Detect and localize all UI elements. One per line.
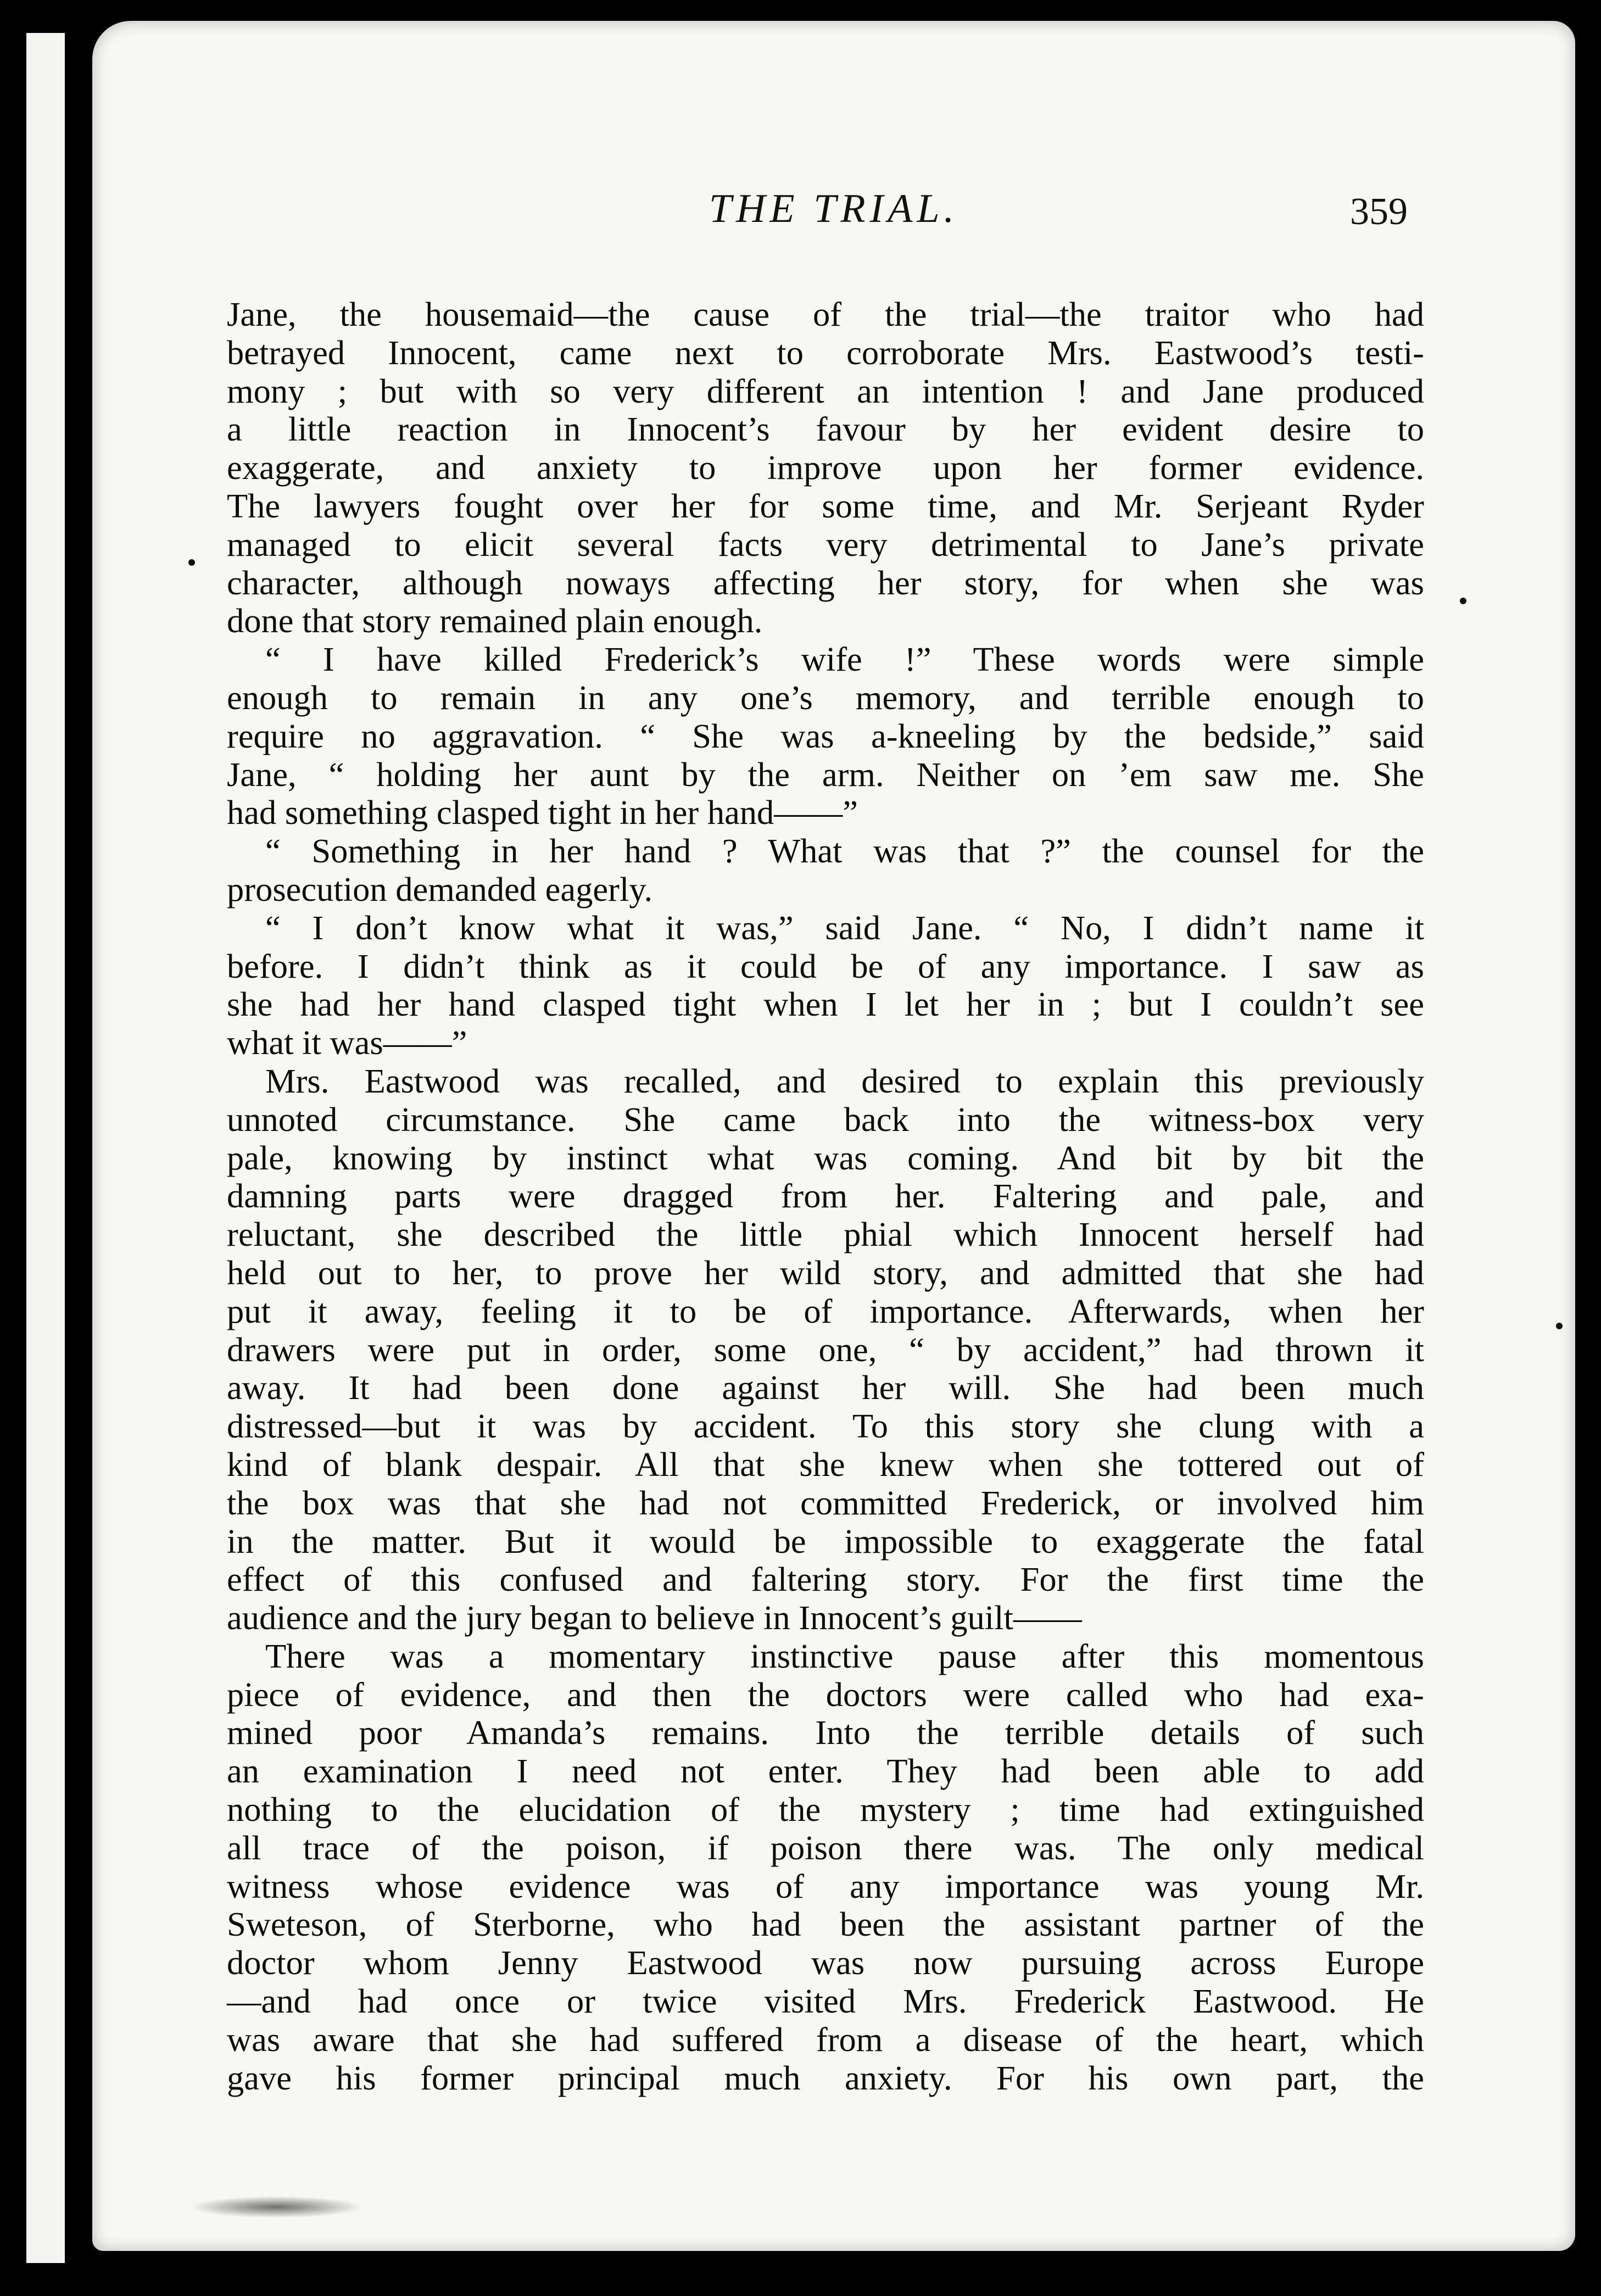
text-line: she had her hand clasped tight when I let her in ; but I couldn’t see xyxy=(227,985,1424,1024)
text-line: all trace of the poison, if poison there was. The only medical xyxy=(227,1828,1424,1867)
text-line: away. It had been done against her will. She had been much xyxy=(227,1368,1424,1407)
text-line: “ Something in her hand ? What was that ?” the counsel for the xyxy=(265,832,1424,871)
paragraph-2 xyxy=(227,640,1424,832)
text-line: pale, knowing by instinct what was coming. And bit by bit the xyxy=(227,1138,1424,1177)
text-line: character, although noways affecting her story, for when she was xyxy=(227,563,1424,602)
paragraph-5 xyxy=(227,1062,1424,1637)
page-number: 359 xyxy=(1350,191,1408,233)
text-line: unnoted circumstance. She came back into the witness-box very xyxy=(227,1100,1424,1139)
text-line: managed to elicit several facts very detrimental to Jane’s private xyxy=(227,525,1424,564)
margin-speck xyxy=(188,559,195,566)
body-text xyxy=(227,296,1424,2097)
running-title: THE TRIAL. xyxy=(709,186,959,231)
text-line: what it was——” xyxy=(227,1023,467,1062)
paragraph-4 xyxy=(227,909,1424,1062)
paragraph-1 xyxy=(227,296,1424,640)
paragraph-3 xyxy=(227,832,1424,909)
text-line: “ I have killed Frederick’s wife !” These words were simple xyxy=(265,640,1424,679)
page-header xyxy=(92,186,1575,257)
text-line: betrayed Innocent, came next to corroborate Mrs. Eastwood’s testi- xyxy=(227,333,1424,372)
text-line: reluctant, she described the little phial which Innocent herself had xyxy=(227,1215,1424,1254)
text-line: enough to remain in any one’s memory, and terrible enough to xyxy=(227,678,1424,717)
margin-speck xyxy=(1460,598,1466,604)
text-line: prosecution demanded eagerly. xyxy=(227,870,653,909)
text-line: a little reaction in Innocent’s favour by her evident desire to xyxy=(227,410,1424,449)
text-line: doctor whom Jenny Eastwood was now pursuing across Europe xyxy=(227,1943,1424,1982)
text-line: The lawyers fought over her for some time, and Mr. Serjeant Ryder xyxy=(227,486,1424,525)
text-line: effect of this confused and faltering story. For the first time the xyxy=(227,1560,1424,1599)
text-line: There was a momentary instinctive pause after this momentous xyxy=(265,1636,1424,1675)
text-line: held out to her, to prove her wild story, and admitted that she had xyxy=(227,1253,1424,1292)
text-line: damning parts were dragged from her. Faltering and pale, and xyxy=(227,1177,1424,1216)
text-line: “ I don’t know what it was,” said Jane. “ No, I didn’t name it xyxy=(265,908,1424,947)
text-line: —and had once or twice visited Mrs. Frederick Eastwood. He xyxy=(227,1982,1424,2021)
text-line: Mrs. Eastwood was recalled, and desired to explain this previously xyxy=(265,1061,1424,1100)
ink-smudge xyxy=(188,2196,364,2218)
text-line: done that story remained plain enough. xyxy=(227,601,763,640)
text-line: gave his former principal much anxiety. For his own part, the xyxy=(227,2058,1424,2097)
facing-page-edge xyxy=(26,33,65,2263)
text-line: piece of evidence, and then the doctors were called who had exa- xyxy=(227,1675,1424,1714)
text-line: kind of blank despair. All that she knew when she tottered out of xyxy=(227,1445,1424,1484)
text-line: exaggerate, and anxiety to improve upon her former evidence. xyxy=(227,448,1424,487)
margin-speck xyxy=(1556,1323,1563,1329)
text-line: mined poor Amanda’s remains. Into the terrible details of such xyxy=(227,1713,1424,1752)
text-line: nothing to the elucidation of the mystery ; time had extinguished xyxy=(227,1790,1424,1829)
text-line: was aware that she had suffered from a disease of the heart, which xyxy=(227,2020,1424,2059)
text-line: Sweteson, of Sterborne, who had been the assistant partner of the xyxy=(227,1905,1424,1944)
text-line: an examination I need not enter. They had been able to add xyxy=(227,1752,1424,1791)
text-line: distressed—but it was by accident. To this story she clung with a xyxy=(227,1407,1424,1446)
book-page xyxy=(92,21,1575,2251)
text-line: before. I didn’t think as it could be of any importance. I saw as xyxy=(227,946,1424,985)
text-line: drawers were put in order, some one, “ by accident,” had thrown it xyxy=(227,1330,1424,1369)
text-line: had something clasped tight in her hand——” xyxy=(227,793,858,832)
text-line: the box was that she had not committed Frederick, or involved him xyxy=(227,1483,1424,1522)
text-line: put it away, feeling it to be of importance. Afterwards, when her xyxy=(227,1291,1424,1330)
text-line: mony ; but with so very different an intention ! and Jane produced xyxy=(227,371,1424,410)
text-line: in the matter. But it would be impossible to exaggerate the fatal xyxy=(227,1522,1424,1561)
paragraph-6 xyxy=(227,1637,1424,2098)
text-line: Jane, the housemaid—the cause of the trial—the traitor who had xyxy=(227,295,1424,333)
text-line: witness whose evidence was of any importance was young Mr. xyxy=(227,1866,1424,1905)
text-line: Jane, “ holding her aunt by the arm. Neither on ’em saw me. She xyxy=(227,755,1424,794)
text-line: audience and the jury began to believe in Innocent’s guilt—— xyxy=(227,1598,1082,1637)
text-line: require no aggravation. “ She was a-kneeling by the bedside,” said xyxy=(227,716,1424,755)
